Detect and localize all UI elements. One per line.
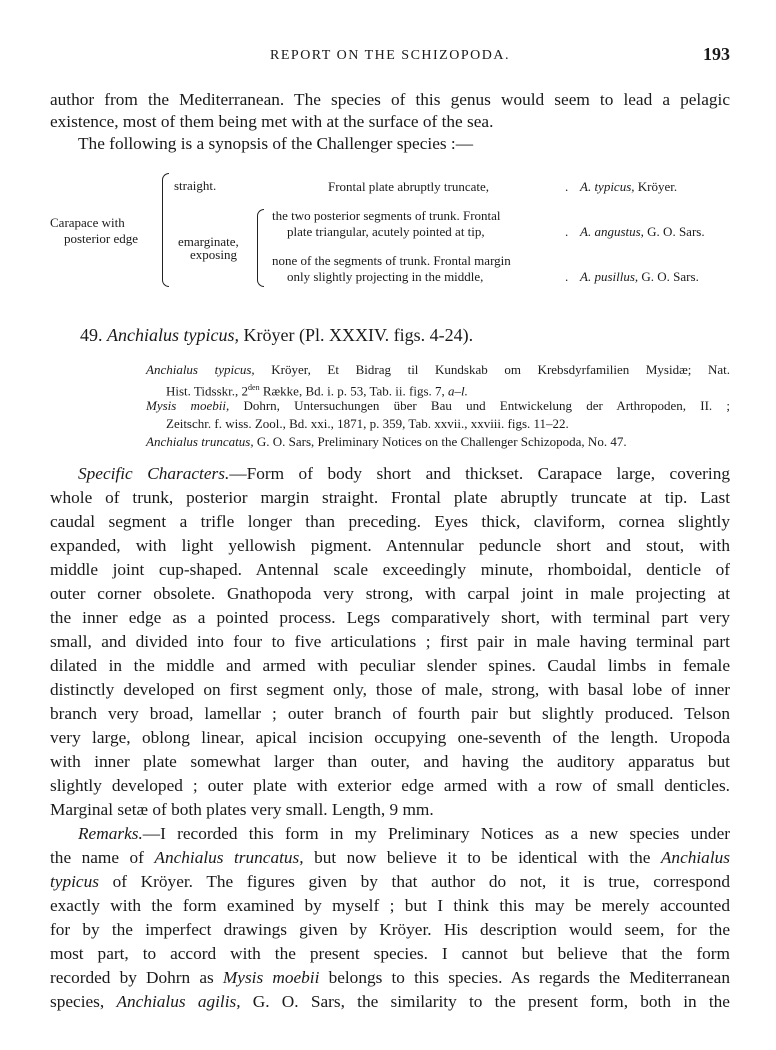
synopsis-brace-outer (162, 173, 169, 287)
intro-line-3: The following is a synopsis of the Challenger species :— (78, 134, 473, 153)
remarks-line-1: Remarks.—I recorded this form in my Preliminary Notices as a new species under (78, 824, 730, 843)
specific-line-4: expanded, with light yellowish pigment. Antennular peduncle short and stout, with (50, 536, 730, 555)
running-header (50, 44, 730, 68)
synopsis-two-line-1: the two posterior segments of trunk. Frontal (272, 208, 501, 223)
specific-line-11: branch very broad, lamellar ; outer branch of fourth pair but slightly produced. Telson (50, 704, 730, 723)
reference-2: Mysis moebii, Dohrn, Untersuchungen über Bau und Entwickelung der Arthropoden, II. ; (146, 398, 730, 413)
species-name: Anchialus typicus, (107, 325, 239, 345)
synopsis-carapace-label-2: posterior edge (64, 231, 139, 246)
synopsis-emarginate: emarginate, (178, 234, 239, 249)
synopsis-two-line-2: plate triangular, acutely pointed at tip, (287, 224, 485, 239)
synopsis-brace-inner (257, 209, 264, 287)
species-author-ref: Kröyer (Pl. XXXIV. figs. 4-24). (243, 325, 474, 345)
specific-line-3: caudal segment a trifle longer than preceding. Eyes thick, claviform, cornea slightly (50, 512, 730, 531)
page-number: 193 (703, 44, 730, 64)
remarks-line-2: the name of Anchialus truncatus, but now believe it to be identical with the Anchialus (50, 848, 730, 867)
intro-line-1: author from the Mediterranean. The species of this genus would seem to lead a pelagic (50, 90, 730, 109)
reference-1: Anchialus typicus, Kröyer, Et Bidrag til Kundskab om Krebsdyrfamilien Mysidæ; Nat. (146, 362, 730, 377)
synopsis-dot-1: . (565, 179, 569, 194)
synopsis-none-line-2: only slightly projecting in the middle, (287, 269, 484, 284)
synopsis-species-1: A. typicus, Kröyer. (580, 179, 678, 194)
specific-line-5: middle joint cup-shaped. Antennal scale exceedingly minute, rhomboidal, denticle of (50, 560, 730, 579)
specific-line-6: outer corner obsolete. Gnathopoda very strong, with carpal joint in male projecting at (50, 584, 730, 603)
specific-line-15: Marginal setæ of both plates very small. Length, 9 mm. (50, 800, 434, 819)
remarks-line-3: typicus of Kröyer. The figures given by that author do not, it is true, correspond (50, 872, 730, 891)
remarks-line-8: species, Anchialus agilis, G. O. Sars, the similarity to the present form, both in the (50, 992, 730, 1011)
remarks-line-7: recorded by Dohrn as Mysis moebii belongs to this species. As regards the Mediterranean (50, 968, 730, 987)
specific-line-9: dilated in the middle and armed with peculiar slender spines. Caudal limbs in female (50, 656, 730, 675)
synopsis-none-line-1: none of the segments of trunk. Frontal margin (272, 253, 511, 268)
reference-3: Anchialus truncatus, G. O. Sars, Preliminary Notices on the Challenger Schizopoda, No. 47. (146, 434, 627, 449)
specific-line-2: whole of trunk, posterior margin straight. Frontal plate abruptly truncate at tip. Last (50, 488, 730, 507)
running-title: REPORT ON THE SCHIZOPODA. (270, 48, 510, 63)
synopsis-exposing: exposing (190, 247, 237, 262)
specific-line-7: the inner edge as a pointed process. Legs comparatively short, with terminal part very (50, 608, 730, 627)
species-heading (80, 325, 473, 346)
specific-line-1: Specific Characters.—Form of body short and thickset. Carapace large, covering (78, 464, 730, 483)
synopsis-dot-3: . (565, 269, 569, 284)
remarks-line-6: most part, to accord with the present species. I cannot but believe that the form (50, 944, 730, 963)
reference-2-cont: Zeitschr. f. wiss. Zool., Bd. xxi., 1871, p. 359, Tab. xxvii., xxviii. figs. 11–22. (166, 416, 569, 431)
synopsis-straight: straight. (174, 178, 217, 193)
synopsis-species-2: A. angustus, G. O. Sars. (580, 224, 705, 239)
remarks-line-5: for by the imperfect drawings given by Kröyer. His description would seem, for the (50, 920, 730, 939)
specific-line-8: small, and divided into four to five articulations ; first pair in male having terminal part (50, 632, 730, 651)
specific-line-14: slightly developed ; outer plate with exterior edge armed with a row of small denticles. (50, 776, 730, 795)
intro-line-2: existence, most of them being met with at the surface of the sea. (50, 112, 494, 131)
specific-line-10: distinctly developed on first segment only, those of male, strong, with basal lobe of inner (50, 680, 730, 699)
remarks-line-4: exactly with the form examined by myself ; but I think this may be merely accounted (50, 896, 730, 915)
specific-line-12: very large, oblong linear, apical incision occupying one-seventh of the length. Uropoda (50, 728, 730, 747)
reference-1-cont: Hist. Tidsskr., $2^{den}$ Række, Bd. i. p. 53, Tab. ii. figs. 7, a–l. (166, 383, 468, 399)
specific-line-13: with inner plate somewhat larger than outer, and having the auditory apparatus but (50, 752, 730, 771)
synopsis-species-3: A. pusillus, G. O. Sars. (580, 269, 699, 284)
synopsis-dot-2: . (565, 224, 569, 239)
species-number: 49. (80, 325, 103, 345)
synopsis-carapace-label-1: Carapace with (50, 215, 125, 230)
synopsis-straight-desc: Frontal plate abruptly truncate, (328, 179, 490, 194)
